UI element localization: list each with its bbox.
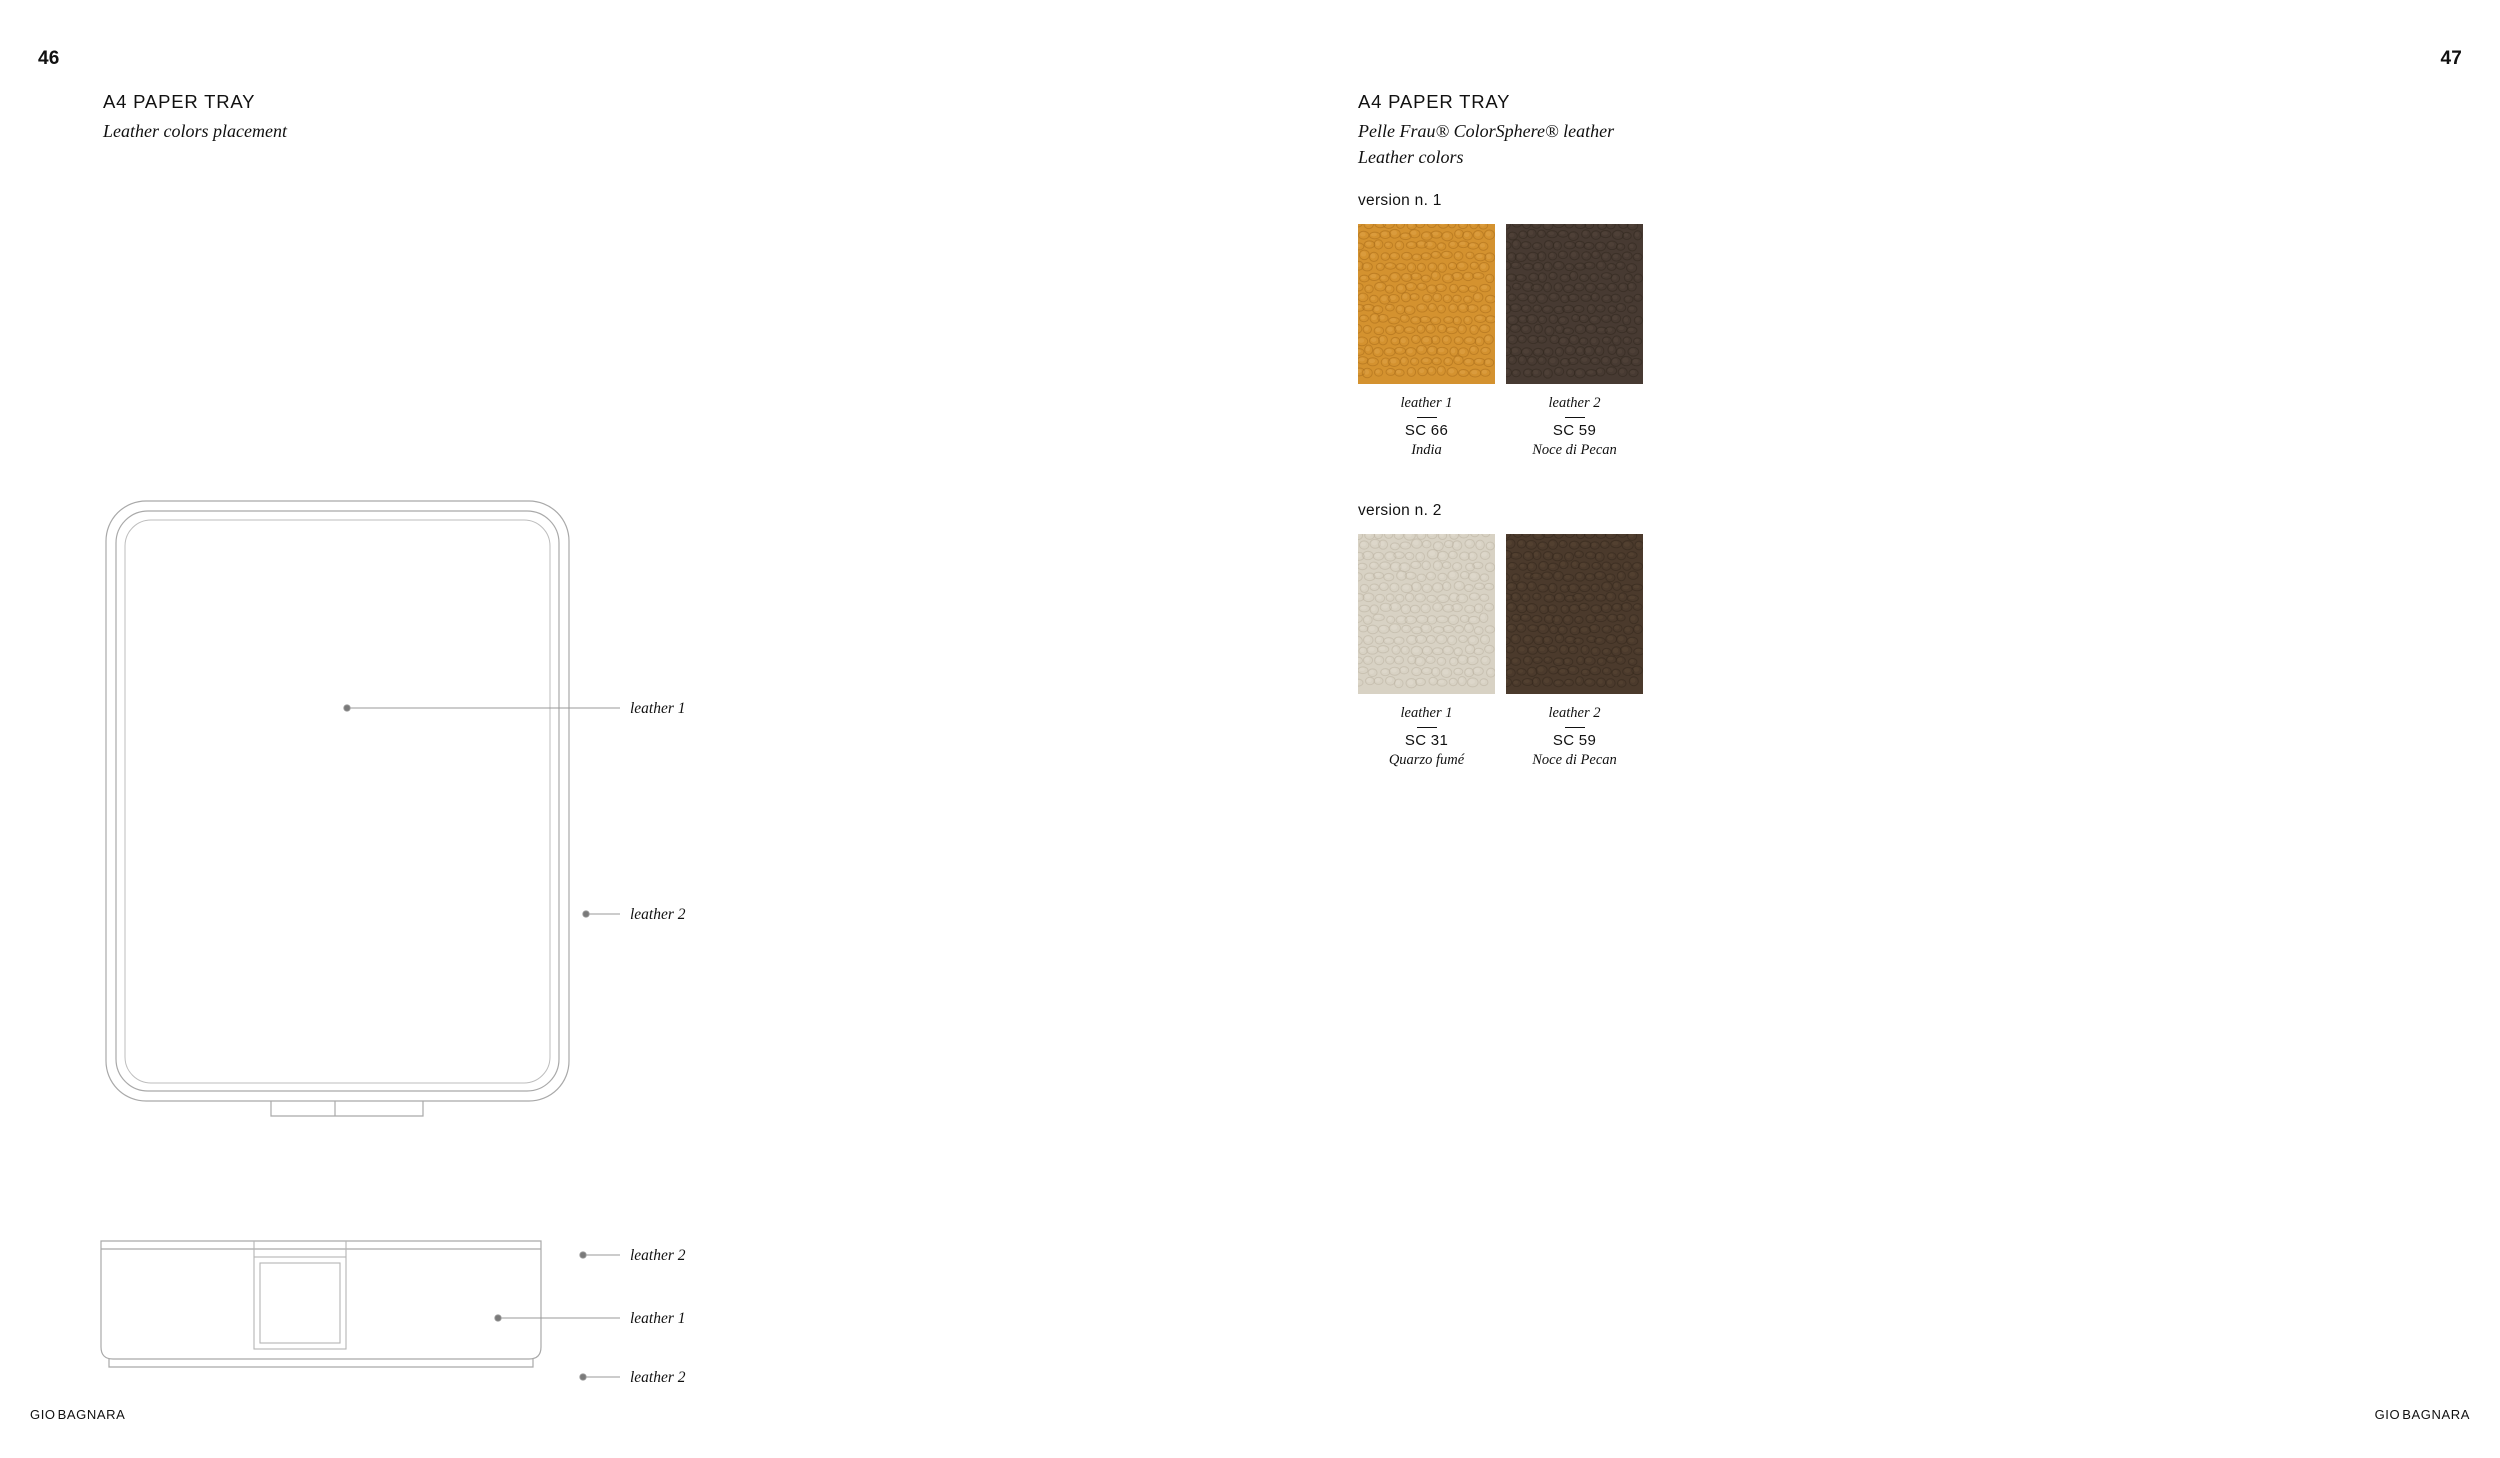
swatch-caption-v1-leather-2 bbox=[1506, 394, 1643, 460]
callout-label-leather-1-front: leather 1 bbox=[630, 1310, 686, 1327]
swatch-caption-v2-leather-2 bbox=[1506, 704, 1643, 770]
swatch-role-v1-leather-2: leather 2 bbox=[1548, 395, 1601, 411]
swatch-v1-leather-2[interactable] bbox=[1506, 224, 1643, 384]
page-title-right: A4 PAPER TRAY bbox=[1358, 91, 1511, 112]
swatch-role-v1-leather-1: leather 1 bbox=[1400, 395, 1453, 411]
callout-label-leather-2-top: leather 2 bbox=[630, 906, 686, 923]
caption-rule bbox=[1417, 417, 1437, 418]
swatch-name-v2-leather-1: Quarzo fumé bbox=[1388, 752, 1465, 769]
swatch-role-v2-leather-2: leather 2 bbox=[1548, 705, 1601, 721]
callout-label-leather-1-top: leather 1 bbox=[630, 700, 686, 717]
swatch-cell-v2-leather-2[interactable] bbox=[1506, 534, 1643, 770]
swatch-code-v1-leather-1: SC 66 bbox=[1404, 421, 1449, 439]
right-page-heading bbox=[1358, 90, 1614, 170]
page-number-left: 46 bbox=[38, 48, 60, 69]
leather-grain-texture bbox=[1506, 224, 1643, 384]
swatch-code-v2-leather-2: SC 59 bbox=[1552, 731, 1597, 749]
caption-rule bbox=[1565, 727, 1585, 728]
swatch-role-v2-leather-1: leather 1 bbox=[1400, 705, 1453, 721]
leather-grain-texture bbox=[1358, 224, 1495, 384]
swatch-caption-v2-leather-1 bbox=[1358, 704, 1495, 770]
swatch-code-v2-leather-1: SC 31 bbox=[1404, 731, 1449, 749]
page-subtitle-left: Leather colors placement bbox=[103, 120, 287, 141]
swatch-cell-v1-leather-2[interactable] bbox=[1506, 224, 1643, 460]
swatch-name-v1-leather-2: Noce di Pecan bbox=[1532, 442, 1617, 459]
page-number-right: 47 bbox=[2440, 48, 2462, 69]
swatch-code-v1-leather-2: SC 59 bbox=[1552, 421, 1597, 439]
footer-logo-right bbox=[2375, 1407, 2470, 1422]
swatch-cell-v2-leather-1[interactable] bbox=[1358, 534, 1495, 770]
page-subtitle-right-line2: Leather colors bbox=[1358, 146, 1464, 167]
swatch-name-v1-leather-1: India bbox=[1411, 442, 1442, 459]
caption-rule bbox=[1565, 417, 1585, 418]
version-title-2: version n. 2 bbox=[1358, 502, 1442, 519]
swatch-caption-v1-leather-1 bbox=[1358, 394, 1495, 460]
swatch-row-1 bbox=[1358, 224, 1643, 460]
footer-logo-prefix-left: GIO bbox=[30, 1407, 56, 1422]
swatch-row-2 bbox=[1358, 534, 1643, 770]
version-block-2 bbox=[1358, 502, 1643, 770]
version-block-1 bbox=[1358, 192, 1643, 460]
footer-logo-prefix-right: GIO bbox=[2374, 1407, 2401, 1422]
swatch-name-v2-leather-2: Noce di Pecan bbox=[1532, 752, 1617, 769]
swatch-v1-leather-1[interactable] bbox=[1358, 224, 1495, 384]
page-title-left: A4 PAPER TRAY bbox=[103, 91, 256, 112]
swatch-v2-leather-2[interactable] bbox=[1506, 534, 1643, 694]
page-subtitle-right-line1: Pelle Frau® ColorSphere® leather bbox=[1358, 120, 1615, 141]
leather-grain-texture bbox=[1358, 534, 1495, 694]
footer-logo-text-left: BAGNARA bbox=[57, 1407, 126, 1422]
caption-rule bbox=[1417, 727, 1437, 728]
footer-logo-text-right: BAGNARA bbox=[2402, 1407, 2470, 1422]
leather-grain-texture bbox=[1506, 534, 1643, 694]
swatch-cell-v1-leather-1[interactable] bbox=[1358, 224, 1495, 460]
swatch-v2-leather-1[interactable] bbox=[1358, 534, 1495, 694]
callout-label-leather-2-front-base: leather 2 bbox=[630, 1369, 686, 1386]
callout-label-leather-2-front-top: leather 2 bbox=[630, 1247, 686, 1264]
version-title-1: version n. 1 bbox=[1358, 192, 1442, 209]
